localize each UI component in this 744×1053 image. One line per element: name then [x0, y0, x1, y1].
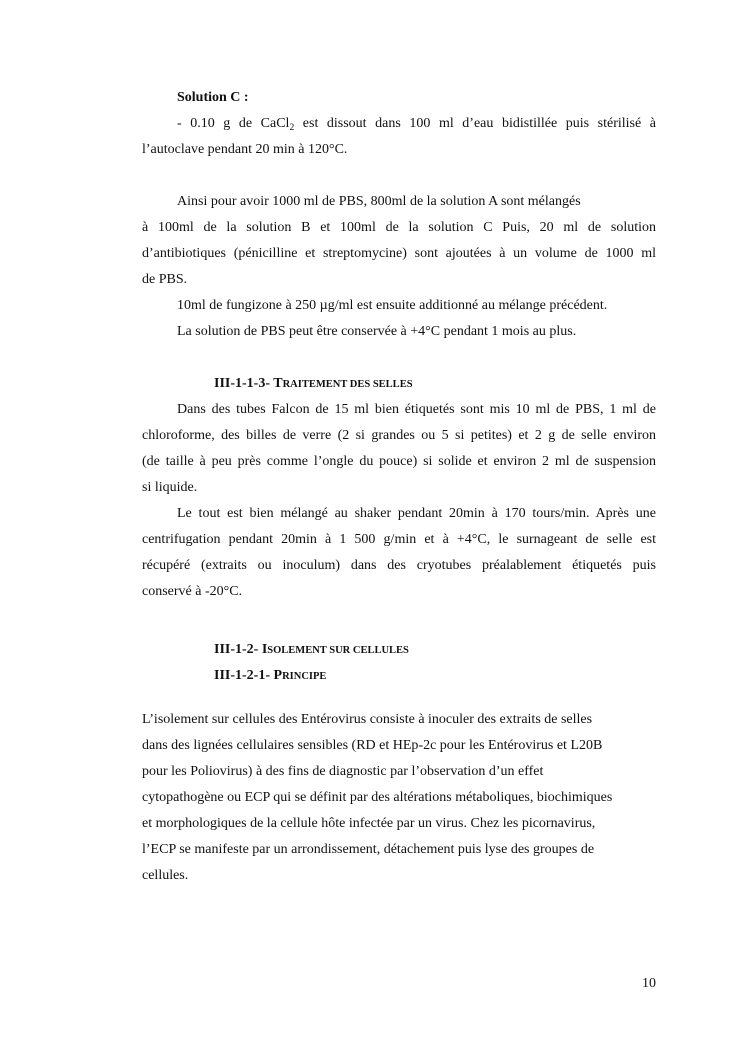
- traitement-line-6: centrifugation pendant 20min à 1 500 g/min et à +4°C, le surnageant de selle est: [142, 532, 656, 547]
- traitement-line-3: (de taille à peu près comme l’ongle du pouce) si solide et environ 2 ml de suspension: [142, 454, 656, 469]
- subscript-2: 2: [289, 123, 295, 133]
- section-title-rest: SOLEMENT SUR CELLULES: [267, 645, 409, 656]
- traitement-line-7: récupéré (extraits ou inoculum) dans des cryotubes préalablement étiquetés puis: [142, 558, 656, 573]
- pbs-line-3: d’antibiotiques (pénicilline et streptomycine) sont ajoutées à un volume de 1000 ml: [142, 246, 656, 261]
- page-number: 10: [642, 976, 656, 991]
- principe-line-3: pour les Poliovirus) à des fins de diagnostic par l’observation d’un effet: [142, 764, 544, 779]
- principe-line-2: dans des lignées cellulaires sensibles (RD et HEp-2c pour les Entérovirus et L20B: [142, 738, 603, 753]
- principe-line-5: et morphologiques de la cellule hôte infectée par un virus. Chez les picornavirus,: [142, 816, 596, 831]
- solution-c-text-b: est dissout dans 100 ml d’eau bidistillée puis stérilisé à: [294, 116, 656, 131]
- pbs-line-2: à 100ml de la solution B et 100ml de la solution C Puis, 20 ml de solution: [142, 220, 656, 235]
- section-heading-isolement: [214, 641, 656, 660]
- section-title-rest: RAITEMENT DES SELLES: [282, 379, 413, 390]
- traitement-line-8: conservé à -20°C.: [142, 584, 243, 599]
- solution-c-heading: Solution C :: [177, 90, 249, 105]
- pbs-line-4: de PBS.: [142, 272, 188, 287]
- section-number: III-1-2-: [214, 642, 259, 657]
- section-title-rest: RINCIPE: [282, 671, 327, 682]
- principe-line-7: cellules.: [142, 868, 189, 883]
- pbs-line-1: Ainsi pour avoir 1000 ml de PBS, 800ml de la solution A sont mélangés: [177, 194, 581, 209]
- solution-c-text-a: - 0.10 g de CaCl: [177, 116, 290, 131]
- section-number: III-1-2-1-: [214, 668, 270, 683]
- traitement-line-1: Dans des tubes Falcon de 15 ml bien étiquetés sont mis 10 ml de PBS, 1 ml de: [177, 402, 656, 417]
- fungizone-line: 10ml de fungizone à 250 µg/ml est ensuite additionné au mélange précédent.: [177, 298, 608, 313]
- section-heading-principe: [214, 667, 656, 686]
- section-number: III-1-1-3-: [214, 376, 270, 391]
- section-title-initial: I: [261, 642, 268, 657]
- traitement-line-5: Le tout est bien mélangé au shaker pendant 20min à 170 tours/min. Après une: [177, 506, 656, 521]
- traitement-line-2: chloroforme, des billes de verre (2 si grandes ou 5 si petites) et 2 g de selle environ: [142, 428, 656, 443]
- traitement-line-4: si liquide.: [142, 480, 198, 495]
- section-title-initial: T: [273, 376, 283, 391]
- pbs-storage-line: La solution de PBS peut être conservée à +4°C pendant 1 mois au plus.: [177, 324, 577, 339]
- principe-line-4: cytopathogène ou ECP qui se définit par des altérations métaboliques, biochimiques: [142, 790, 613, 805]
- principe-line-6: l’ECP se manifeste par un arrondissement, détachement puis lyse des groupes de: [142, 842, 595, 857]
- section-heading-traitement: [214, 375, 656, 394]
- solution-c-line-1: [177, 115, 656, 133]
- solution-c-line-2: l’autoclave pendant 20 min à 120°C.: [142, 142, 348, 157]
- principe-line-1: L’isolement sur cellules des Entérovirus consiste à inoculer des extraits de selles: [142, 712, 593, 727]
- section-title-initial: P: [273, 668, 283, 683]
